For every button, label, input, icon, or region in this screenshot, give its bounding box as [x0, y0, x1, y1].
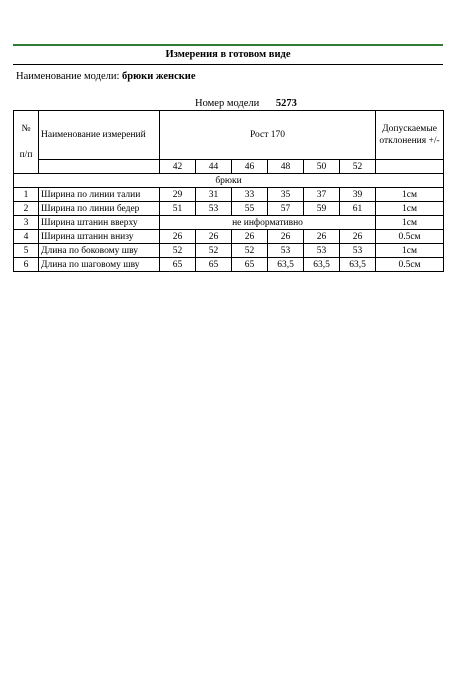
row-value-cell: 52 [196, 244, 232, 258]
row-value-cell: 59 [304, 202, 340, 216]
row-tolerance-cell: 1см [376, 216, 444, 230]
top-border-line [13, 44, 443, 46]
row-name-cell: Длина по шаговому шву [39, 258, 160, 272]
section-row [14, 174, 444, 188]
sizes-row-blank [376, 160, 444, 174]
row-tolerance-cell: 1см [376, 244, 444, 258]
row-value-cell: 61 [340, 202, 376, 216]
row-tolerance-cell: 1см [376, 202, 444, 216]
row-tolerance-cell: 0.5см [376, 258, 444, 272]
row-value-cell: 65 [232, 258, 268, 272]
model-name-value: брюки женские [122, 71, 196, 82]
size-cell: 42 [160, 160, 196, 174]
sizes-row [14, 160, 444, 174]
row-name-cell: Ширина по линии бедер [39, 202, 160, 216]
model-name-label: Наименование модели: [16, 71, 120, 82]
row-value-cell: 31 [196, 188, 232, 202]
model-name-line [16, 71, 196, 82]
table-row [14, 258, 444, 272]
header-num-cell [14, 111, 39, 174]
row-name-cell: Ширина штанин внизу [39, 230, 160, 244]
model-number-line [195, 98, 297, 109]
title-divider [13, 64, 443, 65]
row-value-cell: 26 [340, 230, 376, 244]
row-num-cell: 5 [14, 244, 39, 258]
sizes-row-blank [39, 160, 160, 174]
row-value-cell: 51 [160, 202, 196, 216]
row-value-cell: 29 [160, 188, 196, 202]
row-value-cell: 63,5 [340, 258, 376, 272]
header-num-symbol: № [21, 124, 31, 134]
row-value-cell: 57 [268, 202, 304, 216]
row-value-cell: 35 [268, 188, 304, 202]
row-name-cell: Ширина по линии талии [39, 188, 160, 202]
measurements-table [13, 110, 444, 272]
model-number-value: 5273 [275, 98, 297, 109]
row-value-cell: 55 [232, 202, 268, 216]
header-tolerance-cell: Допускаемые отклонения +/- [376, 111, 444, 160]
row-num-cell: 4 [14, 230, 39, 244]
size-cell: 46 [232, 160, 268, 174]
table-row [14, 202, 444, 216]
row-value-cell: 52 [160, 244, 196, 258]
row-value-cell: 65 [160, 258, 196, 272]
header-num-pp: п/п [19, 150, 33, 160]
size-cell: 48 [268, 160, 304, 174]
row-num-cell: 2 [14, 202, 39, 216]
row-value-cell: 53 [340, 244, 376, 258]
row-value-cell: 33 [232, 188, 268, 202]
row-value-cell: 37 [304, 188, 340, 202]
row-num-cell: 6 [14, 258, 39, 272]
header-height-cell: Рост 170 [160, 111, 376, 160]
size-cell: 52 [340, 160, 376, 174]
size-cell: 44 [196, 160, 232, 174]
row-value-cell: 53 [196, 202, 232, 216]
table-row [14, 230, 444, 244]
row-merged-cell: не информативно [160, 216, 376, 230]
header-row [14, 111, 444, 160]
sheet-title: Измерения в готовом виде [165, 49, 291, 60]
row-value-cell: 26 [268, 230, 304, 244]
row-num-cell: 1 [14, 188, 39, 202]
row-name-cell: Длина по боковому шву [39, 244, 160, 258]
row-value-cell: 63,5 [268, 258, 304, 272]
row-value-cell: 53 [268, 244, 304, 258]
row-num-cell: 3 [14, 216, 39, 230]
row-value-cell: 63,5 [304, 258, 340, 272]
row-value-cell: 53 [304, 244, 340, 258]
row-value-cell: 52 [232, 244, 268, 258]
row-value-cell: 26 [196, 230, 232, 244]
table-row [14, 216, 444, 230]
header-name-cell: Наименование измерений [39, 111, 160, 160]
row-value-cell: 39 [340, 188, 376, 202]
section-label: брюки [14, 174, 444, 188]
table-row [14, 188, 444, 202]
size-cell: 50 [304, 160, 340, 174]
row-value-cell: 26 [160, 230, 196, 244]
row-name-cell: Ширина штанин вверху [39, 216, 160, 230]
row-tolerance-cell: 0.5см [376, 230, 444, 244]
row-value-cell: 65 [196, 258, 232, 272]
row-value-cell: 26 [304, 230, 340, 244]
row-value-cell: 26 [232, 230, 268, 244]
row-tolerance-cell: 1см [376, 188, 444, 202]
table-row [14, 244, 444, 258]
model-number-label: Номер модели [195, 98, 260, 109]
